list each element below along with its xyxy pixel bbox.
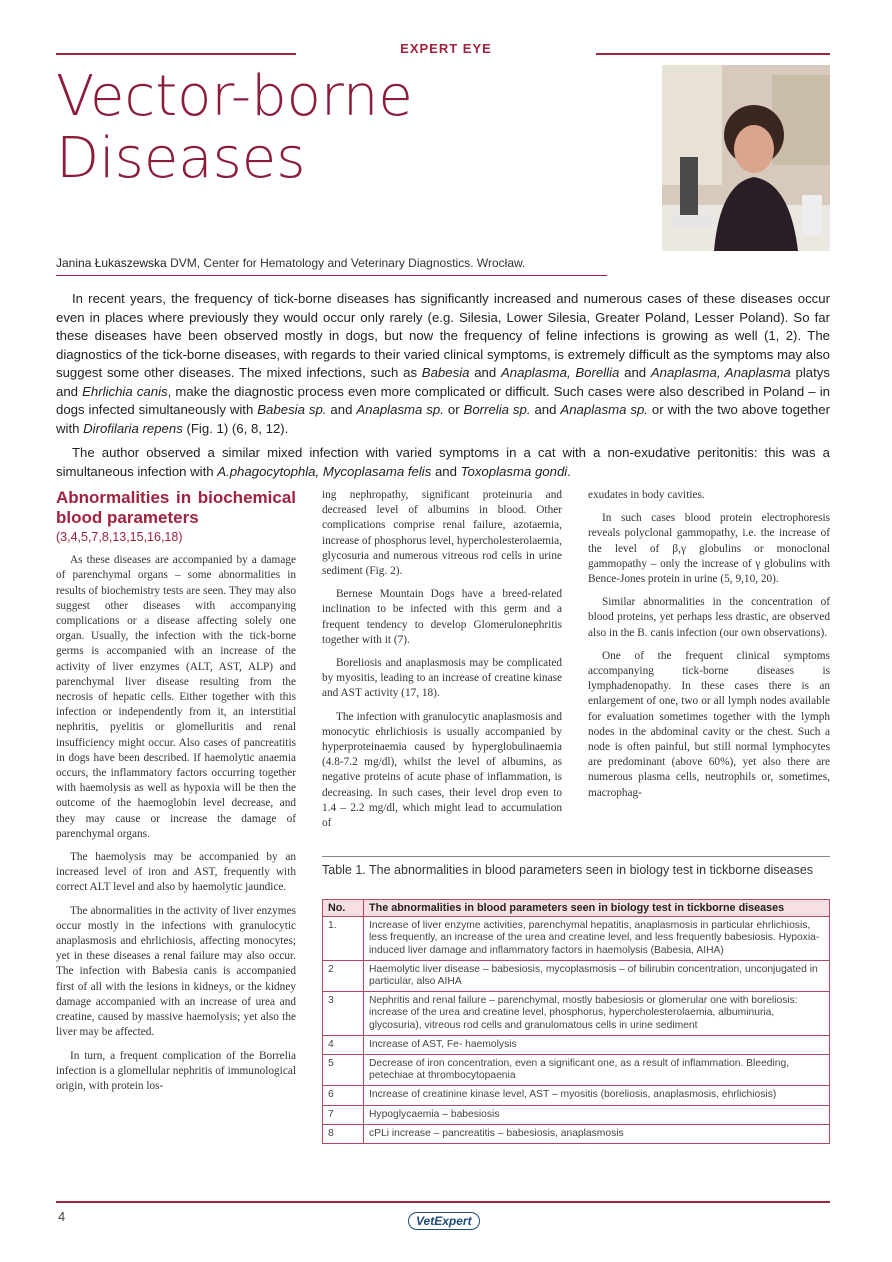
table-row (323, 1086, 830, 1105)
header-rule-right (596, 53, 830, 55)
column-3 (588, 488, 830, 801)
footer-rule (56, 1201, 830, 1203)
table-caption: Table 1. The abnormalities in blood parameters seen in biology test in tickborne diseases (322, 863, 814, 877)
col3-paragraph: One of the frequent clinical symptoms accompanying tick-borne diseases is lymphadenopathy. In these cases there is an enlargement of one, two or all lymph nodes available for evaluation sometimes together with the lymph nodes in the abdominal cavity or the chest. Such a node is often painful, but still normal lymphocytes are predominant (above 60%), yet also there are numerous plasma cells, neutrophils or, sometimes, macrophag- (588, 649, 830, 799)
table-row (323, 1124, 830, 1143)
col2-paragraph: ing nephropathy, significant proteinuria and decreased level of albumins in blood. Other complications comprise renal failure, azotaemia, increase of phosphorus level, hypercholesterolaemia, glycosuria and numerous vitreous rod cells in urine sediment (Fig. 2). (322, 489, 562, 578)
row-text: cPLi increase – pancreatitis – babesiosis, anaplasmosis (364, 1124, 830, 1143)
row-text: Increase of AST, Fe- haemolysis (364, 1035, 830, 1054)
author-name: Janina Łukaszewska (56, 256, 167, 270)
author-rule (56, 275, 607, 276)
abnormalities-table (322, 899, 830, 1144)
col1-paragraph: The haemolysis may be accompanied by an increased level of iron and AST, frequently with correct ALT level and also by haemolytic jaundice. (56, 851, 296, 894)
section-tag: EXPERT EYE (400, 41, 492, 56)
table-row (323, 960, 830, 991)
row-number: 5 (323, 1055, 364, 1086)
page-number: 4 (58, 1209, 66, 1224)
row-number: 3 (323, 992, 364, 1036)
table-header-row (323, 900, 830, 917)
row-number: 1. (323, 917, 364, 961)
table-row (323, 1105, 830, 1124)
col1-paragraph: In turn, a frequent complication of the Borrelia infection is a glomellular nephritis of immunological origin, with protein los- (56, 1049, 296, 1092)
col3-paragraph: exudates in body cavities. (588, 489, 705, 501)
column-1 (56, 488, 296, 1094)
col2-paragraph: Bernese Mountain Dogs have a breed-related inclination to be infected with this germ and a frequent tendency to develop Glomerulonephritis together with it (7). (322, 588, 562, 646)
row-number: 7 (323, 1105, 364, 1124)
author-photo (662, 65, 830, 251)
column-header-description: The abnormalities in blood parameters seen in biology test in tickborne diseases (364, 900, 830, 917)
row-text: Decrease of iron concentration, even a significant one, as a result of inflammation. Bleeding, petechiae at thrombocytopaenia (364, 1055, 830, 1086)
table-row (323, 1055, 830, 1086)
col3-paragraph: In such cases blood protein electrophoresis reveals polyclonal gammopathy, i.e. the increase of the level of β,γ globulins or monoclonal gammopathy – only the increase of γ globulins with Bence-Jones protein in urine (5, 9,10, 20). (588, 512, 830, 586)
row-text: Increase of creatinine kinase level, AST – myositis (boreliosis, anaplasmosis, ehrlichiosis) (364, 1086, 830, 1105)
row-number: 2 (323, 960, 364, 991)
col1-paragraph: As these diseases are accompanied by a damage of parenchymal organs – some abnormalities in results of biochemistry tests are seen. They may also suggest other diseases with accompanying complications or a disease affecting solely one organ. Usually, the infection with the tick-borne germs is accompanied with an increase of the activity of liver enzymes (ALT, AST, ALP) and parenchymal liver disease resulting from the necrosis of hepatic cells. Either together with this infection or independently from it, an interstitial nephritis, pyelitis or glomelluritis and renal insufficiency might occur. Also cases of pancreatitis in dogs have been described. If haemolytic anaemia occurs, the inflammatory factors occurring together with haemolysis as well as hypoxia will be then the outcome of the haemoglobin level decrease, and they may cause or increase the damage of parenchymal organs. (56, 554, 296, 840)
row-number: 6 (323, 1086, 364, 1105)
row-text: Nephritis and renal failure – parenchymal, mostly babesiosis or glomerular one with boreliosis: increase of the urea and creatine level, phosphorus, hypercholesterolaemia, albuminuria, glycosuria), vitreous rod cells and granulomatous cells in urine sediment (364, 992, 830, 1036)
section-references: (3,4,5,7,8,13,15,16,18) (56, 530, 183, 544)
author-line (56, 256, 525, 270)
title-line-1: Vector-borne (56, 64, 413, 129)
row-number: 8 (323, 1124, 364, 1143)
table-top-rule (322, 856, 830, 857)
article-title (56, 66, 413, 190)
title-line-2: Diseases (56, 126, 306, 191)
row-number: 4 (323, 1035, 364, 1054)
table-row (323, 1035, 830, 1054)
intro (56, 290, 830, 487)
vetexpert-logo: VetExpert (408, 1212, 480, 1230)
section-heading: Abnormalities in biochemical blood parameters (56, 488, 296, 527)
row-text: Increase of liver enzyme activities, parenchymal hepatitis, anaplasmosis in particular ehrlichiosis, less frequently, an increase of the urea and creatine level, and less frequently babesiosis. Hypoxia-induced liver damage and inflammatory factors in haemolysis (Babesia, AIHA) (364, 917, 830, 961)
col3-paragraph: Similar abnormalities in the concentration of blood proteins, yet perhaps less drastic, are observed also in the B. canis infection (our own observations). (588, 596, 830, 639)
col1-paragraph: The abnormalities in the activity of liver enzymes occur mostly in the infections with granulocytic anaplasmosis and ehrlichiosis, affecting monocytes; yet in these diseases a renal failure may also occur. The infection with Babesia canis is accompanied first of all with the lesions in kidneys, or the kidney damage accompanied with an increase of urea and creatine, caused by massive haemolysis; yet also the liver may be affected. (56, 904, 296, 1039)
table-row (323, 917, 830, 961)
table-row (323, 992, 830, 1036)
col2-paragraph: Boreliosis and anaplasmosis may be complicated by myositis, leading to an increase of creatine kinase and AST activity (17, 18). (322, 657, 562, 700)
row-text: Hypoglycaemia – babesiosis (364, 1105, 830, 1124)
row-text: Haemolytic liver disease – babesiosis, mycoplasmosis – of bilirubin concentration, unconjugated in particular, also AIHA (364, 960, 830, 991)
intro-paragraph-2: The author observed a similar mixed infection with varied symptoms in a cat with a non-exudative peritonitis: this was a simultaneous infection with A.phagocytophla, Mycoplasama felis and Toxoplasma gondi. (56, 445, 830, 479)
column-header-no: No. (323, 900, 364, 917)
col2-paragraph: The infection with granulocytic anaplasmosis and monocytic ehrlichiosis is usually accompanied by hyperproteinaemia caused by hyperglobulinaemia (4.8-7.2 mg/dl), whilst the level of albumins, as negative proteins of acute phase of inflammation, is decreasing. In such cases, their level drop even to 1.4 – 2.2 mg/dl, which might lead to accumulation of (322, 710, 562, 830)
column-2 (322, 488, 562, 831)
intro-paragraph-1: In recent years, the frequency of tick-borne diseases has significantly increased and numerous cases of these diseases occur even in places where previously they would occur only rarely (e.g. Silesia, Lower Silesia, Greater Poland, Lesser Poland). So far these diseases have been observed mostly in dogs, but now the frequency of feline infections is growing as well (1, 2). The diagnostics of the tick-borne diseases, with regards to their varied clinical symptoms, is extremely difficult as the symptoms may also suggest some other diseases. The mixed infections, such as Babesia and Anaplasma, Borellia and Anaplasma, Anaplasma platys and Ehrlichia canis, make the diagnostic process even more complicated or difficult. Such cases were also described in Poland – in dogs infected simultaneously with Babesia sp. and Anaplasma sp. or Borrelia sp. and Anaplasma sp. or with the two above together with Dirofilaria repens (Fig. 1) (6, 8, 12). (56, 291, 830, 436)
author-affiliation: DVM, Center for Hematology and Veterinary Diagnostics. Wrocław. (166, 256, 526, 270)
